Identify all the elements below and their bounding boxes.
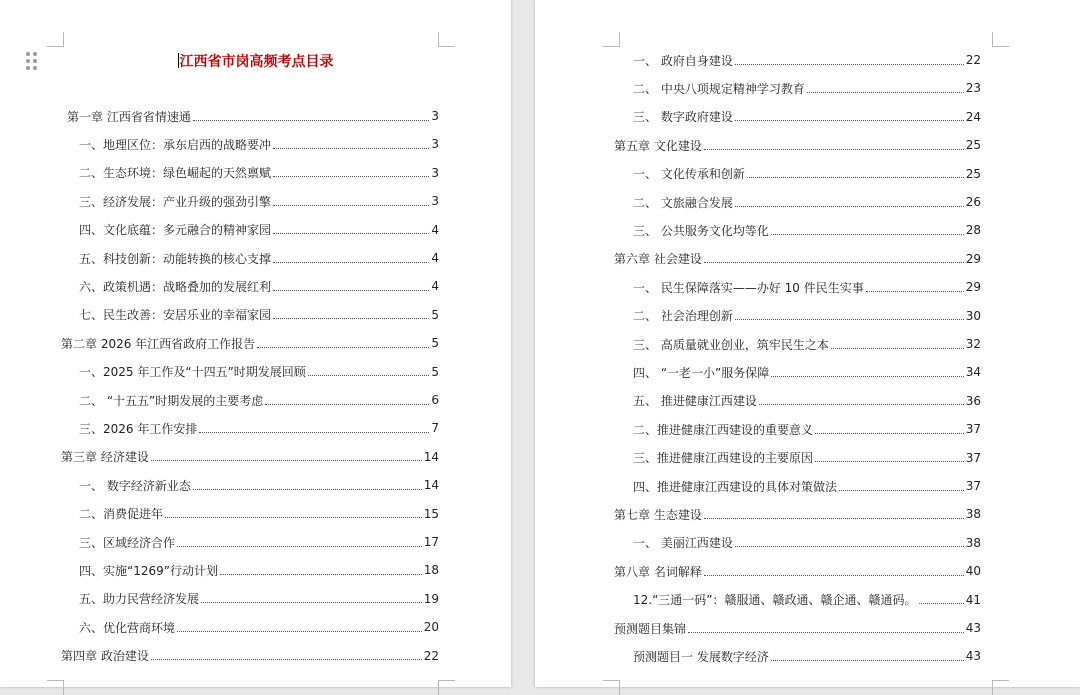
toc-entry-title: 三、区域经济合作 [79, 535, 176, 550]
toc-entry-page-number: 29 [965, 251, 981, 266]
toc-entry[interactable] [633, 335, 981, 353]
toc-entry-page-number: 4 [431, 251, 439, 265]
toc-entry[interactable] [633, 477, 981, 495]
toc-entry-page-number: 43 [965, 621, 981, 635]
toc-entry-page-number: 19 [423, 591, 439, 606]
toc-entry-page-number: 22 [423, 648, 439, 663]
crop-mark-bottom-left [603, 680, 620, 695]
toc-entry-page-number: 20 [423, 620, 439, 635]
crop-mark-bottom-right [438, 680, 455, 695]
toc-entry-page-number: 23 [965, 81, 981, 96]
toc-entry[interactable] [67, 107, 439, 125]
toc-dot-leader [177, 630, 422, 632]
toc-entry-title: 一、 政府自身建设 [633, 53, 733, 68]
toc-entry-page-number: 40 [965, 564, 981, 579]
toc-dot-leader [735, 205, 964, 207]
toc-entry[interactable] [633, 420, 981, 438]
toc-entry-page-number: 43 [965, 649, 981, 664]
toc-entry[interactable] [79, 306, 439, 324]
toc-entry-title: 一、 民生保障落实——办好 10 件民生实事 [633, 280, 864, 295]
toc-entry[interactable] [614, 250, 981, 268]
toc-entry-title: 一、2025 年工作及“十四五”时期发展回顾 [79, 365, 306, 380]
toc-entry-title: 第二章 2026 年江西省政府工作报告 [61, 336, 256, 351]
toc-entry[interactable] [79, 505, 439, 523]
toc-entry-page-number: 5 [431, 307, 439, 322]
toc-dot-leader [704, 148, 964, 150]
toc-entry[interactable] [633, 108, 981, 126]
toc-entry[interactable] [79, 221, 439, 239]
toc-entry-title: 预测题目一 发展数字经济 [633, 649, 769, 664]
toc-entry-page-number: 4 [431, 222, 439, 237]
toc-entry-title: 五、 推进健康江西建设 [633, 394, 757, 409]
toc-entry[interactable] [614, 136, 981, 154]
toc-dot-leader [771, 375, 963, 377]
toc-entry-title: 一、 数字经济新业态 [79, 478, 191, 493]
toc-entry-page-number: 5 [431, 364, 439, 379]
document-title-text: 江西省市岗高频考点目录 [179, 54, 334, 70]
toc-entry-page-number: 3 [431, 165, 439, 180]
toc-entry-title: 三、经济发展：产业升级的强劲引擎 [79, 194, 272, 209]
toc-entry-title: 一、地理区位：承东启西的战略要冲 [79, 137, 272, 152]
toc-dot-leader [759, 403, 964, 405]
toc-entry-page-number: 15 [423, 506, 439, 521]
toc-entry-page-number: 37 [965, 450, 981, 465]
toc-entry[interactable] [61, 448, 439, 466]
toc-entry[interactable] [61, 334, 439, 352]
toc-entry-page-number: 14 [423, 478, 439, 493]
toc-dot-leader [273, 204, 429, 206]
toc-entry[interactable] [633, 165, 981, 183]
toc-dot-leader [193, 488, 422, 490]
toc-entry-title: 四、文化底蕴：多元融合的精神家园 [79, 223, 272, 238]
toc-entry[interactable] [633, 591, 981, 609]
toc-dot-leader [747, 176, 964, 178]
toc-entry[interactable] [614, 619, 981, 637]
toc-dot-leader [704, 261, 964, 263]
toc-dot-leader [735, 119, 964, 121]
toc-entry[interactable] [61, 647, 439, 665]
toc-dot-leader [151, 658, 422, 660]
toc-entry-title: 六、优化营商环境 [79, 620, 176, 635]
toc-entry[interactable] [633, 449, 981, 467]
toc-entry-page-number: 29 [965, 280, 981, 295]
toc-dot-leader [831, 347, 964, 349]
toc-entry[interactable] [79, 391, 439, 409]
toc-dot-leader [704, 574, 964, 576]
toc-entry-title: 三、 高质量就业创业，筑牢民生之本 [633, 337, 829, 352]
toc-entry-page-number: 38 [965, 535, 981, 550]
toc-entry[interactable] [633, 51, 981, 69]
crop-mark-top-left [47, 32, 64, 47]
toc-entry-title: 一、 文化传承和创新 [633, 167, 745, 182]
toc-entry-page-number: 36 [965, 393, 981, 408]
toc-entry[interactable] [79, 164, 439, 182]
toc-entry-page-number: 32 [965, 337, 981, 351]
toc-entry[interactable] [633, 647, 981, 665]
toc-dot-leader [735, 318, 964, 320]
toc-dot-leader [815, 432, 964, 434]
toc-entry-title: 第八章 名词解释 [614, 564, 702, 579]
toc-dot-leader [257, 346, 429, 348]
crop-mark-bottom-left [47, 680, 64, 695]
toc-dot-leader [177, 545, 422, 547]
toc-entry[interactable] [79, 476, 439, 494]
toc-entry[interactable] [79, 561, 439, 579]
toc-entry[interactable] [79, 192, 439, 210]
toc-dot-leader [265, 403, 429, 405]
toc-entry-title: 四、 “一老一小”服务保障 [633, 365, 770, 380]
toc-entry-page-number: 41 [965, 592, 981, 607]
toc-entry-title: 五、助力民营经济发展 [79, 592, 200, 607]
document-title[interactable] [0, 51, 511, 71]
document-page-left[interactable] [0, 0, 511, 687]
toc-entry-title: 三、2026 年工作安排 [79, 421, 198, 436]
toc-entry-title: 二、推进健康江西建设的重要意义 [633, 422, 814, 437]
toc-entry[interactable] [633, 307, 981, 325]
crop-mark-top-right [992, 32, 1009, 47]
toc-entry[interactable] [633, 221, 981, 239]
toc-entry-page-number: 14 [423, 449, 439, 464]
toc-entry-page-number: 26 [965, 195, 981, 209]
toc-entry-page-number: 22 [965, 53, 981, 67]
toc-dot-leader [688, 631, 964, 633]
toc-entry-page-number: 37 [965, 479, 981, 493]
toc-dot-leader [919, 602, 964, 604]
toc-entry-title: 六、政策机遇：战略叠加的发展红利 [79, 279, 272, 294]
toc-entry[interactable] [633, 79, 981, 97]
toc-entry-title: 第三章 经济建设 [61, 450, 149, 465]
toc-entry-title: 四、推进健康江西建设的具体对策做法 [633, 479, 838, 494]
toc-dot-leader [308, 374, 429, 376]
toc-entry-title: 二、 社会治理创新 [633, 309, 733, 324]
toc-entry-page-number: 17 [423, 535, 439, 549]
toc-entry[interactable] [633, 193, 981, 211]
toc-dot-leader [165, 516, 422, 518]
toc-dot-leader [220, 573, 422, 575]
toc-entry-page-number: 37 [965, 422, 981, 437]
toc-entry-title: 第六章 社会建设 [614, 252, 702, 267]
toc-entry[interactable] [79, 590, 439, 608]
toc-entry-title: 三、 数字政府建设 [633, 110, 733, 125]
toc-dot-leader [815, 460, 964, 462]
toc-entry-title: 第五章 文化建设 [614, 138, 702, 153]
toc-dot-leader [735, 545, 964, 547]
toc-entry[interactable] [79, 419, 439, 437]
toc-entry-title: 二、 中央八项规定精神学习教育 [633, 81, 805, 96]
toc-entry-title: 四、实施“1269”行动计划 [79, 563, 218, 578]
toc-dot-leader [151, 459, 422, 461]
toc-entry-page-number: 3 [431, 109, 439, 123]
toc-entry-title: 七、民生改善：安居乐业的幸福家园 [79, 308, 272, 323]
toc-dot-leader [704, 517, 964, 519]
toc-entry-page-number: 25 [965, 138, 981, 153]
toc-entry-page-number: 18 [423, 563, 439, 578]
toc-dot-leader [193, 119, 429, 121]
crop-mark-top-left [603, 32, 620, 47]
toc-entry[interactable] [79, 249, 439, 267]
toc-entry-page-number: 30 [965, 308, 981, 323]
toc-entry[interactable] [614, 562, 981, 580]
toc-entry[interactable] [79, 277, 439, 295]
toc-dot-leader [807, 91, 964, 93]
toc-entry-page-number: 38 [965, 507, 981, 522]
toc-dot-leader [273, 261, 429, 263]
toc-entry[interactable] [633, 363, 981, 381]
toc-dot-leader [771, 233, 964, 235]
toc-dot-leader [735, 63, 964, 65]
toc-dot-leader [866, 290, 964, 292]
toc-entry-page-number: 3 [431, 194, 439, 209]
toc-entry-page-number: 24 [965, 109, 981, 124]
toc-dot-leader [199, 431, 429, 433]
toc-entry[interactable] [79, 363, 439, 381]
toc-dot-leader [273, 317, 429, 319]
toc-entry-title: 第四章 政治建设 [61, 649, 149, 664]
toc-entry-page-number: 34 [965, 365, 981, 380]
toc-entry-title: 预测题目集锦 [614, 621, 687, 636]
crop-mark-bottom-right [992, 680, 1009, 695]
toc-entry-page-number: 4 [431, 279, 439, 294]
toc-entry[interactable] [633, 534, 981, 552]
toc-dot-leader [771, 659, 964, 661]
toc-entry-title: 一、 美丽江西建设 [633, 536, 733, 551]
toc-entry-page-number: 25 [965, 166, 981, 181]
toc-entry-title: 第一章 江西省省情速通 [67, 109, 191, 124]
toc-dot-leader [273, 147, 429, 149]
toc-entry[interactable] [79, 135, 439, 153]
toc-entry-title: 三、 公共服务文化均等化 [633, 223, 769, 238]
toc-dot-leader [273, 175, 429, 177]
toc-entry-title: 二、消费促进年 [79, 507, 164, 522]
toc-entry-page-number: 5 [431, 336, 439, 351]
toc-entry-page-number: 3 [431, 137, 439, 152]
toc-entry-title: 二、 “十五五”时期发展的主要考虑 [79, 393, 264, 408]
toc-entry-page-number: 6 [431, 393, 439, 407]
toc-entry-page-number: 28 [965, 223, 981, 238]
document-page-right[interactable] [535, 0, 1080, 687]
toc-entry[interactable] [79, 533, 439, 551]
crop-mark-top-right [438, 32, 455, 47]
toc-dot-leader [273, 289, 429, 291]
toc-entry-title: 第七章 生态建设 [614, 507, 702, 522]
toc-entry-title: 二、 文旅融合发展 [633, 195, 733, 210]
toc-entry-title: 二、生态环境：绿色崛起的天然禀赋 [79, 166, 272, 181]
toc-entry[interactable] [614, 505, 981, 523]
toc-entry-page-number: 7 [431, 421, 439, 436]
toc-entry[interactable] [633, 278, 981, 296]
toc-entry[interactable] [633, 392, 981, 410]
toc-entry[interactable] [79, 618, 439, 636]
toc-entry-title: 12.“三通一码”：赣服通、赣政通、赣企通、赣通码。 [633, 593, 917, 608]
toc-dot-leader [839, 489, 964, 491]
toc-dot-leader [201, 601, 422, 603]
toc-dot-leader [273, 232, 429, 234]
toc-entry-title: 五、科技创新：动能转换的核心支撑 [79, 251, 272, 266]
text-cursor [178, 53, 179, 68]
toc-entry-title: 三、推进健康江西建设的主要原因 [633, 451, 814, 466]
